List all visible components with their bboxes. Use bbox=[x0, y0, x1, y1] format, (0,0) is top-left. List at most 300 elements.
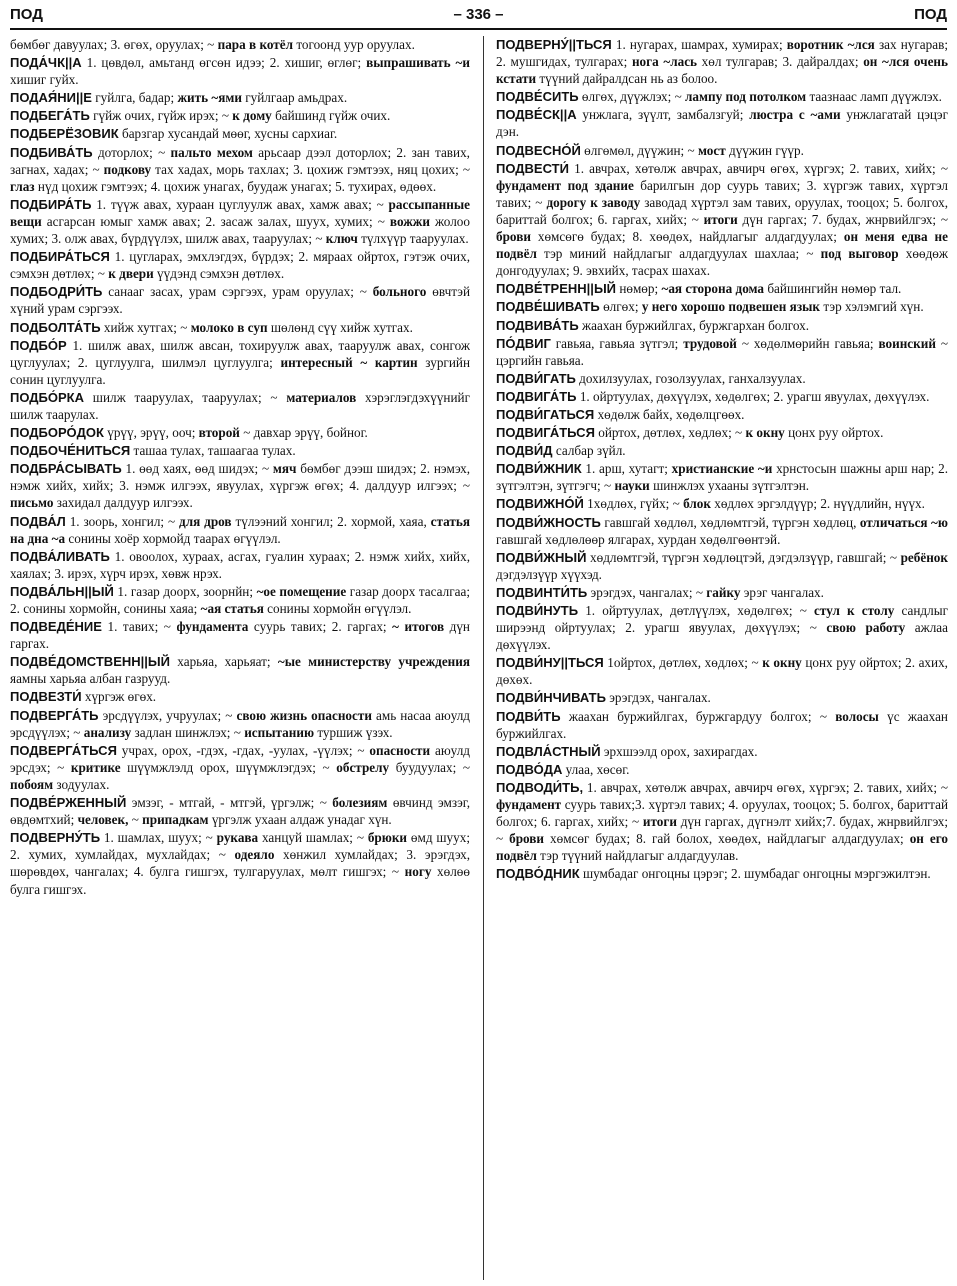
definition-text: өвчтэй хүний урам сэргээх. bbox=[10, 284, 470, 317]
example-phrase: ~ые министерству учреждения bbox=[277, 654, 470, 670]
example-phrase: фундамент bbox=[496, 797, 562, 813]
headword: ПОДБИРА́ТЬ bbox=[10, 196, 92, 212]
definition-text: ойртох, дөтлөх, хөдлөх; ~ bbox=[594, 425, 746, 441]
definition-text: гавшгай хөдлөл, хөдлөмтгэй, түргэн хөдлөц, bbox=[600, 514, 860, 530]
definition-text: хөмсөгө будах; 8. хөөдөх, найдлагыг алдагдуулах; bbox=[530, 229, 844, 245]
dictionary-entry bbox=[10, 794, 470, 828]
dictionary-entry bbox=[496, 602, 948, 653]
dictionary-entry bbox=[496, 160, 948, 280]
definition-text: арьсаар дээл доторлох; 2. зан тавих, загнах, хадах; ~ bbox=[10, 144, 470, 177]
definition-text: хөөдөж донгодуулах; 9. эвхийх, тасрах шахах. bbox=[496, 246, 948, 279]
headword: ПОДВЕРГА́ТЬСЯ bbox=[10, 742, 117, 758]
definition-text: эмзэг, - мтгай, - мтгэй, үргэлж; ~ bbox=[126, 795, 333, 811]
headword: ПОДБЕГА́ТЬ bbox=[10, 108, 90, 124]
dictionary-entry bbox=[496, 370, 948, 387]
definition-text: 1. тавих; ~ bbox=[101, 619, 177, 635]
definition-text: гуйлгаар амьдрах. bbox=[241, 90, 348, 106]
dictionary-entry bbox=[10, 196, 470, 247]
definition-text: хөдөлж байх, хөдөлцгөөх. bbox=[594, 406, 745, 422]
headword: ПОДВИ́НУТЬ bbox=[496, 603, 579, 618]
example-phrase: гайку bbox=[706, 584, 741, 600]
example-phrase: припадкам bbox=[142, 812, 209, 828]
dictionary-entry bbox=[10, 829, 470, 897]
definition-text: туршиж үзэх. bbox=[314, 724, 393, 740]
example-phrase: человек, bbox=[77, 812, 129, 828]
example-phrase: рукава bbox=[216, 830, 259, 846]
definition-text: эрэгдэх, чангалах. bbox=[605, 690, 711, 706]
definition-text: хөлөө булга гишгэх. bbox=[10, 864, 470, 897]
example-phrase: рассыпанные вещи bbox=[10, 196, 470, 229]
dictionary-entry bbox=[496, 406, 948, 423]
definition-text: дүн гаргах, дүгнэлт хийх;7. будах, жнрвийлгэх; ~ bbox=[496, 814, 948, 847]
dictionary-entry bbox=[10, 337, 470, 388]
definition-text: ~ хөдөлмөрийн гавьяа; bbox=[736, 335, 879, 351]
example-phrase: брюки bbox=[367, 830, 408, 846]
dictionary-entry bbox=[10, 54, 470, 88]
headword: ПОДБИВА́ТЬ bbox=[10, 144, 93, 160]
definition-text: дэгдэлзүүр хүүхэд. bbox=[496, 566, 602, 582]
example-phrase: мяч bbox=[272, 461, 297, 477]
example-phrase: воинский bbox=[878, 335, 936, 351]
definition-text: байшинд гүйж очих. bbox=[271, 108, 391, 124]
example-phrase: ногу bbox=[404, 864, 432, 880]
headword: ПОДВЕ́ДОМСТВЕНН||ЫЙ bbox=[10, 654, 170, 670]
dictionary-entry bbox=[496, 142, 948, 159]
dictionary-entry bbox=[496, 335, 948, 369]
dictionary-entry bbox=[10, 248, 470, 282]
definition-text: гавьяа, гавьяа зүтгэл; bbox=[550, 335, 684, 351]
definition-text: хөдлөмтгэй, түргэн хөдлөцтэй, дэгдэлзүүр, гавшгай; ~ bbox=[586, 549, 901, 565]
running-head-left: ПОД bbox=[10, 6, 43, 23]
example-phrase: под выговор bbox=[820, 246, 899, 262]
example-phrase: волосы bbox=[835, 708, 879, 724]
definition-text: 1. түүж авах, хураан цуглуулж авах, хамж авах; ~ bbox=[91, 196, 389, 212]
example-phrase: христианские ~и bbox=[671, 461, 773, 477]
dictionary-entry bbox=[10, 125, 470, 142]
headword: ПОДВОДИ́ТЬ, bbox=[496, 779, 584, 795]
dictionary-entry bbox=[496, 442, 948, 459]
definition-text: шилж тааруулах, тааруулах; ~ bbox=[84, 389, 287, 405]
definition-text: задлан шинжлэх; ~ bbox=[131, 724, 245, 740]
definition-text: ~ давхар эрүү, бойног. bbox=[239, 425, 368, 441]
definition-text: өлгөх, дүүжлэх; ~ bbox=[578, 89, 686, 105]
headword: ПОДАЯ́НИ||Е bbox=[10, 90, 92, 106]
definition-text: дүүжин гүүр. bbox=[725, 142, 804, 158]
example-phrase: статья на дна ~а bbox=[10, 513, 470, 546]
definition-text: бөмбөг давуулах; 3. өгөх, оруулах; ~ bbox=[10, 37, 218, 52]
dictionary-entry bbox=[10, 107, 470, 124]
headword: ПОДВА́ЛИВАТЬ bbox=[10, 548, 110, 564]
example-phrase: к окну bbox=[762, 655, 802, 671]
example-phrase: молоко в суп bbox=[190, 319, 268, 335]
example-phrase: фундамента bbox=[176, 619, 249, 635]
example-phrase: глаз bbox=[10, 178, 35, 194]
page-header bbox=[10, 4, 947, 26]
example-phrase: воротник ~лся bbox=[786, 37, 875, 52]
definition-text: яамны харьяа албан газрууд. bbox=[10, 671, 171, 687]
definition-text: 1. шилж авах, шилж авсан, тохируулж авах, тааруулж авах, сонгож цуглуулах; 2. цуглуулга, шилмэл цуглуулга; bbox=[10, 337, 470, 370]
definition-text: тэр миний найдлагыг алдагдуулах шахлаа; ~ bbox=[536, 246, 821, 262]
headword: ПОДВЕРНУ́ТЬ bbox=[10, 830, 101, 846]
headword: ПОДБОЛТА́ТЬ bbox=[10, 319, 101, 335]
headword: ПОДВИ́ГАТЬСЯ bbox=[496, 406, 595, 422]
dictionary-entry bbox=[10, 707, 470, 741]
example-phrase: к дому bbox=[232, 108, 272, 124]
headword: ПОДВО́ДНИК bbox=[496, 866, 580, 882]
example-phrase: брови bbox=[509, 831, 545, 847]
example-phrase: болезиям bbox=[332, 795, 388, 811]
headword: ПОДВИГА́ТЬСЯ bbox=[496, 425, 595, 441]
definition-text: өлгөх; bbox=[599, 299, 642, 315]
definition-text: эрэг чангалах. bbox=[740, 584, 824, 600]
headword: ПОДВЛА́СТНЫЙ bbox=[496, 743, 601, 759]
example-phrase: ключ bbox=[325, 231, 358, 247]
headword: ПОДБЕРЁЗОВИК bbox=[10, 126, 119, 142]
headword: ПОДВИ́ЖНОСТЬ bbox=[496, 514, 601, 530]
definition-text: дүн гаргах; 7. будах, жнрвийлгэх; ~ bbox=[737, 211, 948, 227]
headword: ПОДВЕДЕ́НИЕ bbox=[10, 619, 102, 635]
example-phrase: подкову bbox=[103, 161, 152, 177]
example-phrase: к двери bbox=[108, 266, 154, 282]
headword: ПОДБОРО́ДОК bbox=[10, 425, 104, 441]
dictionary-entry bbox=[496, 317, 948, 334]
definition-text: тах хадах, морь тахлах; 3. цохиж гэмтээх, няц цохих; ~ bbox=[151, 161, 470, 177]
headword: ПОДВИ́ЖНИК bbox=[496, 461, 582, 477]
dictionary-entry bbox=[496, 424, 948, 441]
example-phrase: ~ итогов bbox=[392, 619, 445, 635]
example-phrase: опасности bbox=[369, 742, 431, 758]
definition-text: ~ цэргийн гавьяа. bbox=[496, 335, 948, 368]
example-phrase: письмо bbox=[10, 495, 54, 511]
definition-text: зах нугарав; 2. мушгидах, тулгарах; bbox=[496, 37, 948, 70]
definition-text: сонины хормойн өгүүлэл. bbox=[263, 601, 412, 616]
definition-text: унжлага, зүүлт, замбалзгуй; bbox=[576, 107, 750, 123]
example-phrase: для дров bbox=[179, 513, 232, 529]
definition-text: аюулд эрсдэх; ~ bbox=[10, 742, 470, 775]
example-phrase: он его подвёл bbox=[496, 831, 948, 864]
definition-text: үүдэнд сэмхэн дөтлөх. bbox=[153, 266, 285, 282]
definition-text: нүд цохиж гэмтээх; 4. цохиж унагах, буудаж унагах; 5. тухирах, өдөөх. bbox=[34, 178, 437, 194]
example-phrase: итоги bbox=[703, 211, 738, 227]
dictionary-entry bbox=[10, 89, 470, 106]
dictionary-entry bbox=[496, 708, 948, 742]
definition-text: сандлыг ширээнд ойртуулах; 2. урагш явуулах, дөхүүлэх; ~ bbox=[496, 603, 948, 636]
example-phrase: фундамент под здание bbox=[496, 177, 634, 193]
definition-text: шөлөнд сүү хийж хутгах. bbox=[267, 319, 413, 335]
definition-text: 1ойртох, дөтлөх, хөдлөх; ~ bbox=[603, 655, 763, 671]
definition-text: 1. нугарах, шамрах, хумирах; bbox=[611, 37, 787, 52]
example-phrase: дорогу к заводу bbox=[546, 194, 641, 210]
example-phrase: к окну bbox=[745, 425, 785, 441]
definition-text: амь насаа аюулд эрсдүүлэх; ~ bbox=[10, 707, 470, 740]
dictionary-entry bbox=[496, 514, 948, 548]
example-phrase: побоям bbox=[10, 776, 54, 792]
definition-text: хишиг гуйх. bbox=[10, 72, 79, 88]
definition-text: эрхшээлд орох, захирагдах. bbox=[600, 743, 758, 759]
definition-text: 1. овоолох, хураах, асгах, гуалин хураах; 2. нэмж хийх, хийх, хаялах; 3. ирэх, хүрч ирэх, хөвж нрэх. bbox=[10, 548, 470, 581]
headword: ПОДВИ́НЧИВАТЬ bbox=[496, 690, 606, 706]
example-phrase: он меня едва не подвёл bbox=[496, 229, 948, 262]
headword: ПОДВЕ́ТРЕНН||ЫЙ bbox=[496, 281, 617, 297]
example-phrase: трудовой bbox=[683, 335, 737, 351]
definition-text: цонх руу ойртох; 2. ахих, дөхөх. bbox=[496, 655, 948, 688]
definition-text: тогоонд уур оруулах. bbox=[293, 37, 415, 52]
example-phrase: он ~лся очень кстати bbox=[496, 54, 948, 87]
headword: ПОДБО́Р bbox=[10, 337, 67, 353]
definition-text: бөмбөг дээш шидэх; 2. нэмэх, нэмж хийх, хийх; 3. нэмж илгээх, явуулах, хүргэж өгөх; 4. далдуур илгээх; ~ bbox=[10, 461, 470, 494]
headword: ПОДВЕСНО́Й bbox=[496, 142, 581, 158]
dictionary-entry bbox=[496, 106, 948, 140]
definition-text: барилгын дор суурь тавих; 3. хүргэж тавих, хүртэл тавих; ~ bbox=[496, 177, 948, 210]
definition-text: харьяа, харьяат; bbox=[170, 654, 278, 670]
definition-text: нөмөр; bbox=[616, 281, 662, 297]
example-phrase: анализу bbox=[83, 724, 132, 740]
right-column bbox=[496, 36, 948, 1286]
dictionary-entry bbox=[496, 865, 948, 882]
definition-text: шинжлэх ухааны зүтгэлтэн. bbox=[649, 478, 810, 494]
definition-text: суурь тавих; 2. гаргах; bbox=[248, 619, 393, 635]
example-phrase: нога ~лась bbox=[631, 54, 698, 70]
definition-text: асгарсан юмыг хамж авах; 2. засаж залах, шуух, хумих; ~ bbox=[41, 213, 390, 229]
definition-text: 1. авчрах, хөтөлж авчрах, авчирч өгөх, хүргэх; 2. тавих, хийх; ~ bbox=[568, 160, 948, 176]
example-phrase: пара в котёл bbox=[217, 37, 294, 52]
example-phrase: интересный ~ картин bbox=[280, 354, 418, 370]
headword: ПОДВИНТИ́ТЬ bbox=[496, 584, 588, 600]
example-phrase: больного bbox=[372, 284, 427, 300]
headword: ПОДВИВА́ТЬ bbox=[496, 317, 579, 333]
dictionary-entry bbox=[10, 424, 470, 441]
definition-text: 1. авчрах, хөтөлж авчрах, авчирч өгөх, хүргэх; 2. тавих, хийх; ~ bbox=[583, 779, 948, 795]
headword: ПОДВЕ́ШИВАТЬ bbox=[496, 299, 600, 315]
definition-text: тэр түүний найдлагыг алдагдуулав. bbox=[536, 848, 739, 864]
example-phrase: материалов bbox=[286, 389, 357, 405]
definition-text: түлээний хонгил; 2. хормой, хаяа, bbox=[231, 513, 431, 529]
headword: ПОДВИЖНО́Й bbox=[496, 496, 584, 512]
example-phrase: отличаться ~ю bbox=[859, 514, 948, 530]
definition-text: хөл тулгарав; 3. дайралдах; bbox=[697, 54, 864, 70]
headword: ПОДВЕ́РЖЕННЫЙ bbox=[10, 795, 127, 811]
example-phrase: ~ое помещение bbox=[256, 583, 347, 599]
example-phrase: свою жизнь опасности bbox=[236, 707, 372, 723]
example-phrase: испытанию bbox=[244, 724, 315, 740]
definition-text: захидал далдуур илгээх. bbox=[53, 495, 193, 511]
definition-text: буудуулах; ~ bbox=[389, 759, 470, 775]
definition-text: хөмсөг будах; 8. гай болох, хөөдөх, найдлагыг алдагдуулах; bbox=[544, 831, 910, 847]
definition-text: зодуулах. bbox=[53, 776, 110, 792]
headword: ПОДВИ́Д bbox=[496, 443, 553, 459]
running-head-right: ПОД bbox=[914, 6, 947, 23]
example-phrase: пальто мехом bbox=[170, 144, 253, 160]
dictionary-entry bbox=[10, 688, 470, 705]
dictionary-entry bbox=[10, 460, 470, 511]
headword: ПОДБИРА́ТЬСЯ bbox=[10, 249, 110, 265]
dictionary-entry bbox=[496, 779, 948, 864]
definition-text: суурь тавих;3. хүртэл тавих; 4. оруулах, тооцох; 5. болгох, бариттай болгох; 6. гаргах, хийх; ~ bbox=[496, 797, 948, 830]
example-phrase: лампу под потолком bbox=[685, 89, 807, 105]
example-phrase: стул к столу bbox=[814, 603, 895, 618]
dictionary-entry bbox=[10, 283, 470, 317]
dictionary-entry bbox=[10, 742, 470, 793]
example-phrase: жить ~ями bbox=[177, 90, 242, 106]
definition-text: 1. цөвдөл, амьтанд өгсөн идээ; 2. хишиг, өглөг; bbox=[81, 55, 367, 71]
definition-text: шумбадаг онгоцны цэрэг; 2. шумбадаг онгоцны мэргэжилтэн. bbox=[579, 866, 931, 882]
definition-text: гуйлга, бадар; bbox=[91, 90, 178, 106]
headword: ПОДВЕСТИ́ bbox=[496, 160, 569, 176]
headword: ПОДВИ́ГАТЬ bbox=[496, 370, 576, 386]
headword: ПОДВЕЗТИ́ bbox=[10, 689, 82, 705]
header-rule bbox=[10, 28, 947, 30]
example-phrase: ~ая сторона дома bbox=[661, 281, 765, 297]
definition-text: үс жаахан буржийлгах. bbox=[496, 708, 948, 741]
definition-text: шүүмжлэлд орох, шүүмжлэгдэх; ~ bbox=[120, 759, 337, 775]
dictionary-entry bbox=[496, 743, 948, 760]
dictionary-entry bbox=[496, 549, 948, 583]
definition-text: заводад хүртэл зам тавих, оруулах, тооцох; 5. болгох, бариттай болгох; 6. гаргах, хийх; ~ bbox=[496, 194, 948, 227]
definition-text: улаа, хөсөг. bbox=[562, 761, 630, 777]
dictionary-entry bbox=[496, 689, 948, 706]
definition-text: сонины хоёр хормойд таарах өгүүлэл. bbox=[65, 530, 281, 546]
dictionary-entry bbox=[496, 36, 948, 87]
dictionary-entry bbox=[10, 548, 470, 582]
headword: ПОДВИ́НУ||ТЬСЯ bbox=[496, 655, 604, 671]
definition-text: 1. цугларах, эмхлэгдэх, бүрдэх; 2. мяраах ойртох, гэтэж очих, сэмхэн дөтлөх; ~ bbox=[10, 249, 470, 282]
dictionary-entry bbox=[496, 584, 948, 601]
dictionary-entry bbox=[10, 389, 470, 423]
example-phrase: ~ая статья bbox=[200, 601, 264, 616]
dictionary-entry bbox=[496, 654, 948, 688]
definition-text: ташаа тулах, ташаагаа тулах. bbox=[130, 443, 296, 459]
definition-text: ханцуй шамлах; ~ bbox=[258, 830, 368, 846]
definition-text: тэр хэлэмгий хүн. bbox=[820, 299, 924, 315]
definition-text: учрах, орох, -гдэх, -гдах, -уулах, -үүлэх; ~ bbox=[116, 742, 370, 758]
dictionary-entry bbox=[496, 460, 948, 494]
definition-text: хрнстосын шажны арш нар; 2. зүтгэлтэн, зүтгэгч; ~ bbox=[496, 461, 948, 494]
headword: ПОДВА́ЛЬН||ЫЙ bbox=[10, 583, 114, 599]
definition-text: байшингийн нөмөр тал. bbox=[764, 281, 902, 297]
definition-text: 1. ойртуулах, дөтлүүлэх, хөдөлгөх; ~ bbox=[578, 603, 815, 618]
dictionary-entry bbox=[10, 319, 470, 336]
definition-text: жаахан буржийлгах, буржгардуу болгох; ~ bbox=[560, 708, 836, 724]
definition-text: хөдлөх эргэлдүүр; 2. нүүдлийн, нүүх. bbox=[710, 496, 925, 512]
definition-text: эрэгдэх, чангалах; ~ bbox=[587, 584, 707, 600]
dictionary-entry bbox=[10, 583, 470, 617]
definition-text: цонх руу ойртох. bbox=[784, 425, 884, 441]
definition-text: жолоо хумих; 3. олж авах, бүрдүүлэх, шилж авах, тааруулах; ~ bbox=[10, 213, 470, 247]
definition-text: эрсдүүлэх, учруулах; ~ bbox=[98, 707, 237, 723]
example-phrase: у него хорошо подвешен язык bbox=[641, 299, 821, 315]
example-phrase: выпрашивать ~и bbox=[366, 55, 470, 71]
definition-text: 1. арш, хутагт; bbox=[581, 461, 672, 477]
definition-text: хүргэж өгөх. bbox=[81, 689, 157, 705]
dictionary-entry bbox=[10, 442, 470, 459]
page-number: – 336 – bbox=[453, 6, 504, 23]
example-phrase: мост bbox=[697, 142, 726, 158]
definition-text: 1хөдлөх, гүйх; ~ bbox=[583, 496, 684, 512]
example-phrase: второй bbox=[198, 425, 240, 441]
definition-text: дохилзуулах, гозолзуулах, ганхалзуулах. bbox=[575, 370, 806, 386]
headword: ПОДВО́ДА bbox=[496, 761, 563, 777]
definition-text: өвчинд эмзэг, өвдөмтхий; bbox=[10, 795, 470, 828]
definition-text: таазнаас ламп дүүжлэх. bbox=[806, 89, 942, 105]
headword: ПОДА́ЧК||А bbox=[10, 55, 82, 71]
definition-text: зургийн сонин цуглуулга. bbox=[10, 354, 470, 387]
example-phrase: брови bbox=[496, 229, 531, 245]
definition-text: 1. шамлах, шуух; ~ bbox=[100, 830, 217, 846]
example-phrase: свою работу bbox=[826, 620, 906, 636]
dictionary-entry bbox=[10, 618, 470, 652]
headword: ПОДВЕРГА́ТЬ bbox=[10, 707, 99, 723]
left-column bbox=[10, 36, 470, 1286]
headword: ПОДВЕ́СИТЬ bbox=[496, 89, 579, 105]
dictionary-entry bbox=[496, 761, 948, 778]
definition-text: 1. өөд хаях, өөд шидэх; ~ bbox=[121, 461, 273, 477]
definition-text: 1. зоорь, хонгил; ~ bbox=[65, 513, 180, 529]
definition-text: 1. газар доорх, зоорнйн; bbox=[113, 583, 257, 599]
definition-text: үрүү, эрүү, ооч; bbox=[103, 425, 199, 441]
headword: ПОДВА́Л bbox=[10, 513, 66, 529]
dictionary-entry bbox=[496, 495, 948, 512]
headword: ПОДВЕРНУ́||ТЬСЯ bbox=[496, 37, 612, 52]
headword: ПОДБО́РКА bbox=[10, 389, 84, 405]
headword: ПОДБОДРИ́ТЬ bbox=[10, 284, 103, 300]
example-phrase: блок bbox=[683, 496, 711, 512]
column-divider bbox=[483, 36, 484, 1280]
headword: ПОДВЕ́СК||А bbox=[496, 107, 577, 123]
example-phrase: критике bbox=[70, 759, 121, 775]
dictionary-entry bbox=[10, 36, 470, 53]
definition-text: түүний дайралдсан нь аз болоо. bbox=[536, 71, 718, 87]
example-phrase: ребёнок bbox=[900, 549, 948, 565]
definition-text: хөнжил хумлайдах; 3. эрэгдэх, шөрөвдөх, чангалах; 4. булга гишгэх, тулгаруулах, мөлт гишгэх; ~ bbox=[10, 847, 470, 880]
definition-text: ~ bbox=[128, 812, 143, 828]
definition-text: жаахан буржийлгах, буржгархан болгох. bbox=[578, 317, 810, 333]
headword: ПОДВИ́ТЬ bbox=[496, 708, 561, 724]
definition-text: 1. ойртуулах, дөхүүлэх, хөдөлгөх; 2. урагш явуулах, дөхүүлэх. bbox=[576, 388, 930, 404]
definition-text: түлхүүр тааруулах. bbox=[357, 231, 469, 247]
example-phrase: науки bbox=[614, 478, 650, 494]
dictionary-entry bbox=[10, 144, 470, 195]
dictionary-entry bbox=[496, 298, 948, 315]
definition-text: гавшгай хөдлөлөөр ялгарах, хурдан хөдөлгөөнтэй. bbox=[496, 531, 781, 547]
headword: ПОДВИГА́ТЬ bbox=[496, 388, 577, 404]
example-phrase: люстра с ~ами bbox=[749, 107, 841, 123]
example-phrase: одеяло bbox=[234, 847, 275, 863]
definition-text: газар доорх тасалгаа; 2. сонины хормойн, сонины хаяа; bbox=[10, 583, 470, 616]
dictionary-entry bbox=[496, 280, 948, 297]
dictionary-entry bbox=[10, 653, 470, 687]
headword: ПОДБОЧЕ́НИТЬСЯ bbox=[10, 443, 131, 459]
definition-text: доторлох; ~ bbox=[92, 144, 171, 160]
headword: ПОДБРА́СЫВАТЬ bbox=[10, 461, 122, 477]
definition-text: өмд шуух; 2. хумих, хумлайдах, мухлайдах; ~ bbox=[10, 830, 470, 863]
dictionary-entry bbox=[10, 513, 470, 547]
dictionary-entry bbox=[496, 88, 948, 105]
definition-text: хийж хутгах; ~ bbox=[100, 319, 191, 335]
definition-text: санааг засах, урам сэргээх, урам оруулах; ~ bbox=[102, 284, 373, 300]
headword: ПО́ДВИГ bbox=[496, 335, 551, 351]
headword: ПОДВИ́ЖНЫЙ bbox=[496, 549, 587, 565]
dictionary-entry bbox=[496, 388, 948, 405]
definition-text: ажлаа дөхүүлэх. bbox=[496, 620, 948, 653]
definition-text: гүйж очих, гүйж ирэх; ~ bbox=[89, 108, 233, 124]
definition-text: салбар зүйл. bbox=[552, 443, 626, 459]
definition-text: дүн гаргах. bbox=[10, 619, 470, 652]
example-phrase: итоги bbox=[642, 814, 677, 830]
example-phrase: обстрелу bbox=[336, 759, 390, 775]
definition-text: хэрэглэгдэхүүнийг шилж таарулах. bbox=[10, 389, 470, 422]
example-phrase: вожжи bbox=[389, 213, 430, 229]
definition-text: барзгар хусандай мөөг, хусны сархиаг. bbox=[118, 126, 338, 142]
